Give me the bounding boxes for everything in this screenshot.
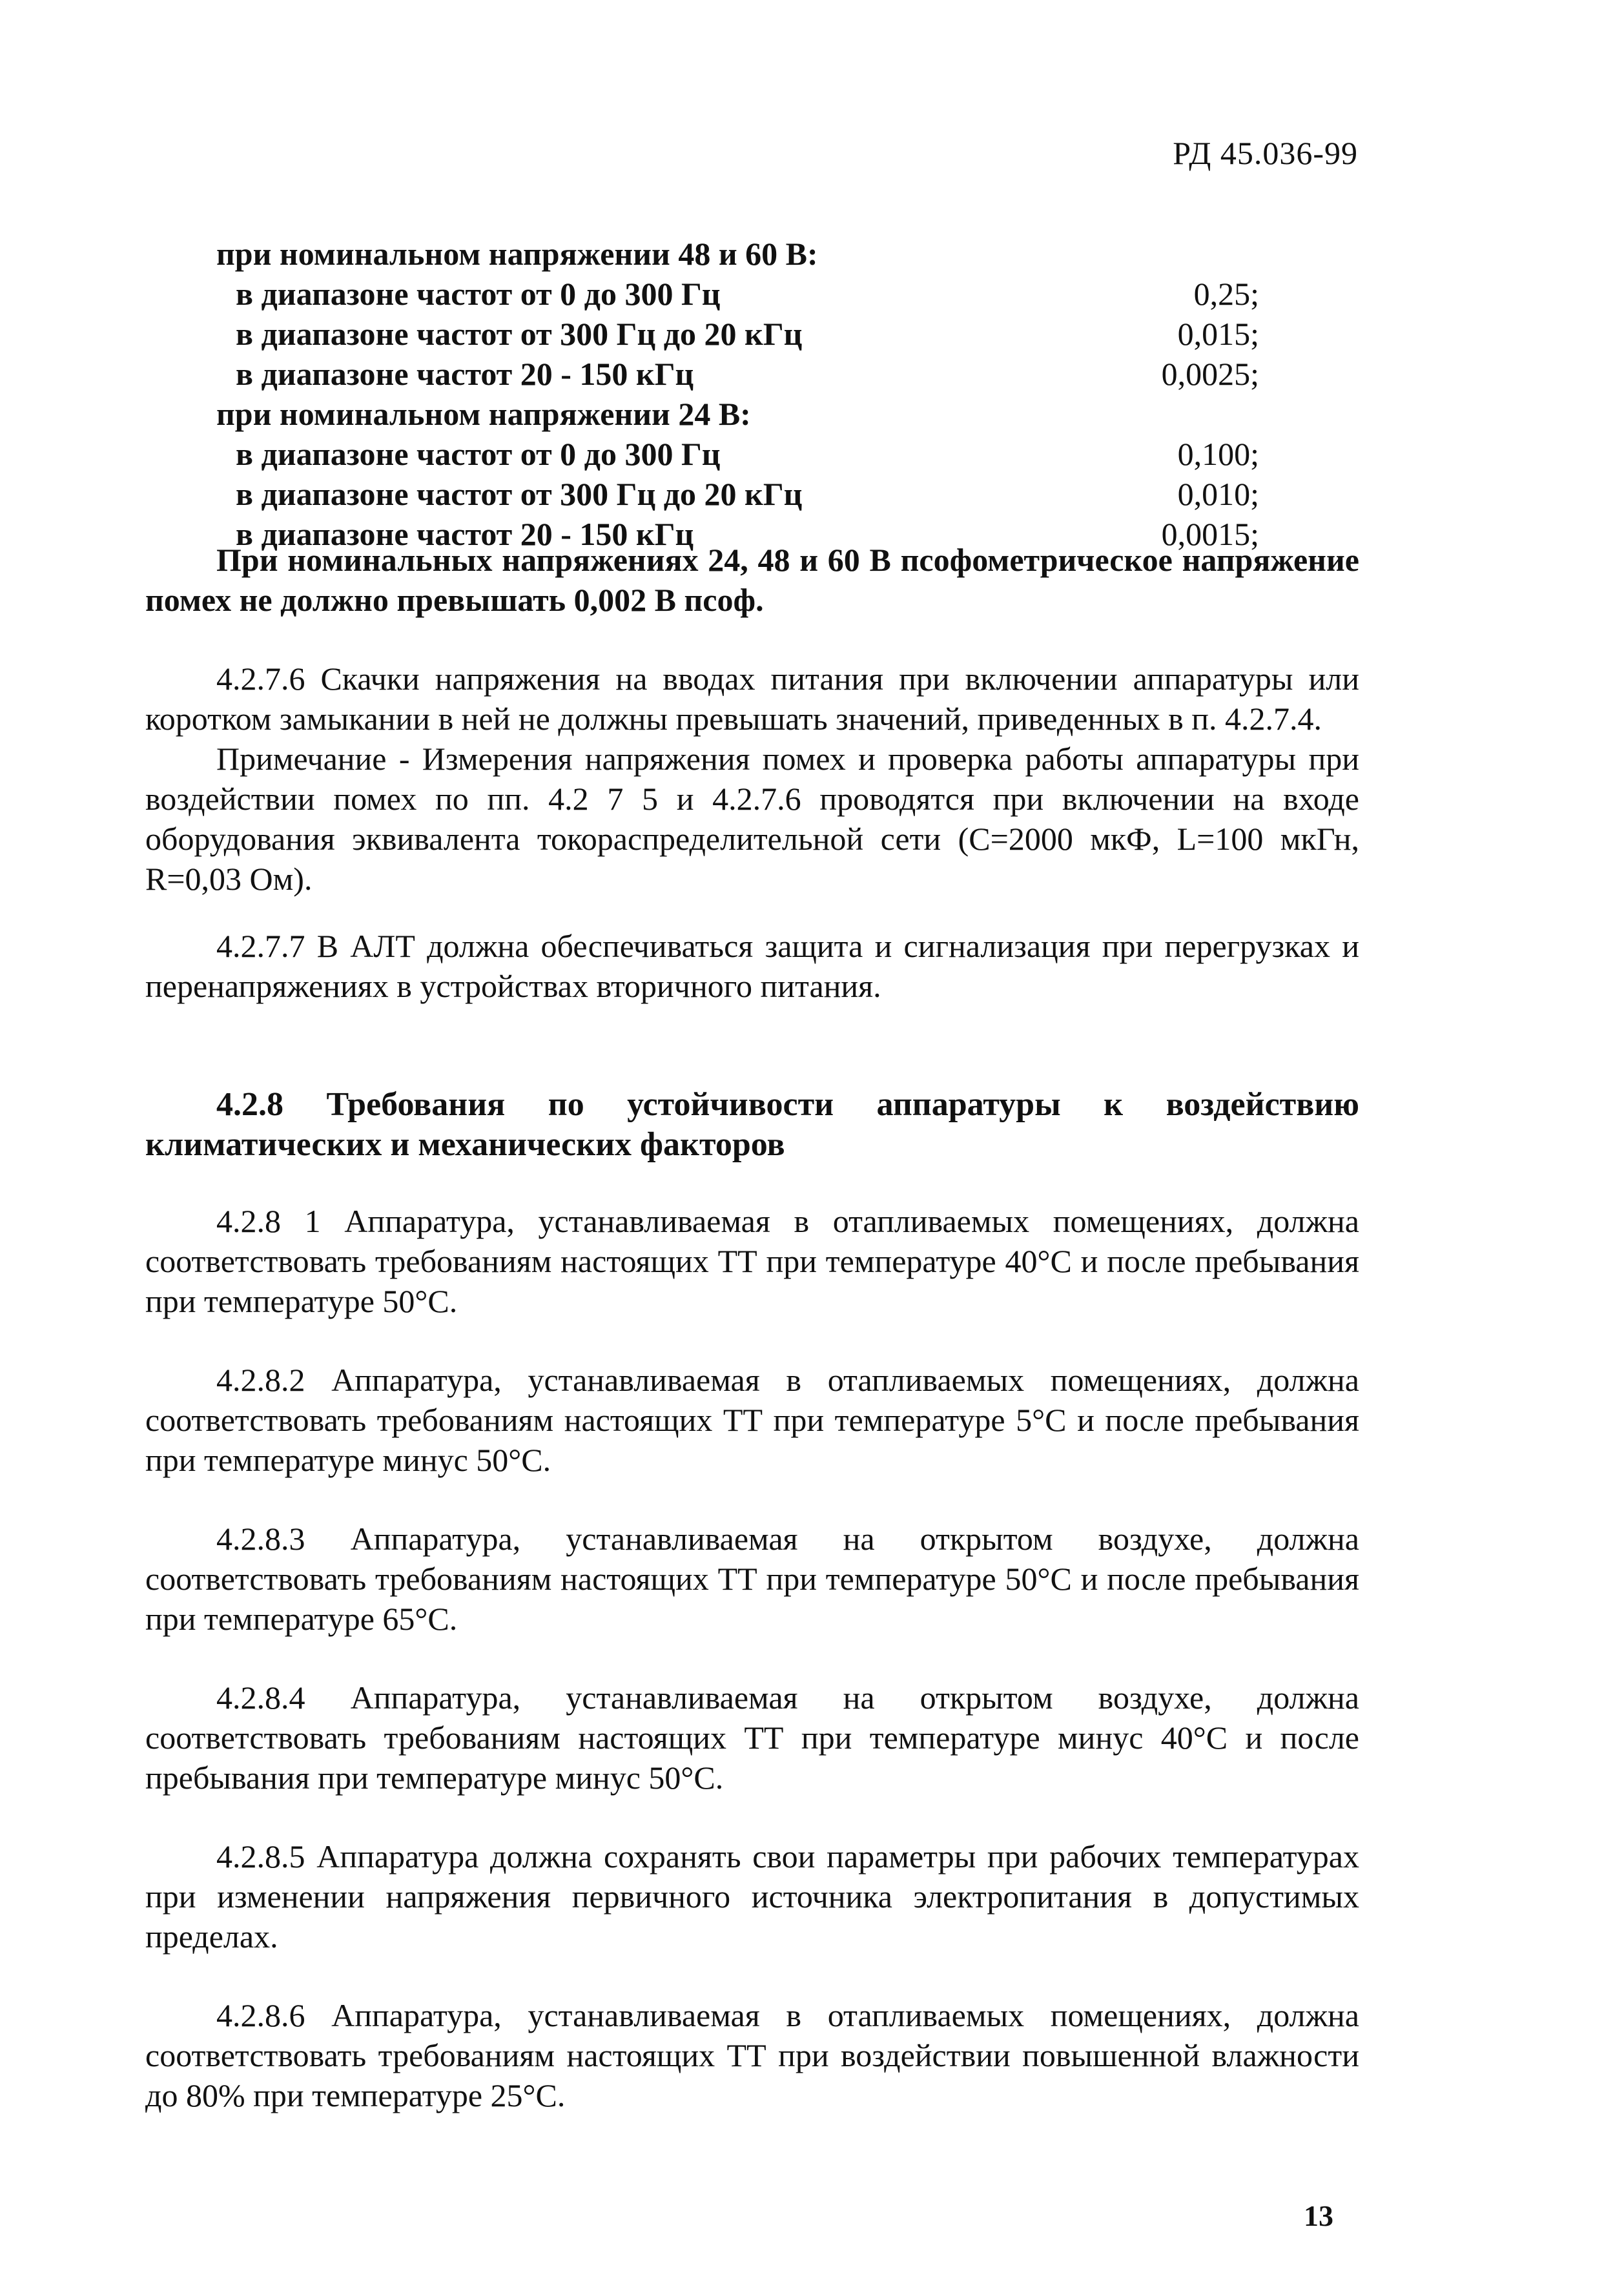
note-4-2-7-6: Примечание - Измерения напряжения помех и проверка работы аппаратуры при воздействии помех по пп. 4.2 7 5 и 4.2.7.6 проводятся при включении на входе оборудования эквивалента токораспределительной сети (С=2000 мкФ, L=100 мкГн, R=0,03 Ом). [145, 741, 1359, 897]
psophometric-note: При номинальных напряжениях 24, 48 и 60 В псофометрическое напряжение помех не должно превышать 0,002 В псоф. [145, 542, 1359, 618]
paragraph-4-2-8-1: 4.2.8 1 Аппаратура, устанавливаемая в отапливаемых помещениях, должна соответствовать требованиям настоящих ТТ при температуре 40°С и после пребывания при температуре 50°С. [145, 1203, 1359, 1319]
spec-group-head: при номинальном напряжении 24 В: [216, 396, 751, 432]
spec-row [216, 274, 1259, 314]
paragraph-4-2-8-5: 4.2.8.5 Аппаратура должна сохранять свои параметры при рабочих температурах при изменении напряжения первичного источника электропитания в допустимых пределах. [145, 1838, 1359, 1955]
spec-row-value: 0,0025; [1161, 356, 1259, 392]
paragraph-4-2-7-7: 4.2.7.7 В АЛТ должна обеспечиваться защита и сигнализация при перегрузках и перенапряжениях в устройствах вторичного питания. [145, 928, 1359, 1004]
spec-row-label: в диапазоне частот от 300 Гц до 20 кГц [236, 316, 803, 352]
spec-row-value: 0,0015; [1161, 516, 1259, 552]
paragraph-4-2-8-6: 4.2.8.6 Аппаратура, устанавливаемая в отапливаемых помещениях, должна соответствовать требованиям настоящих ТТ при воздействии повышенной влажности до 80% при температуре 25°С. [145, 1997, 1359, 2113]
paragraph-4-2-8-3: 4.2.8.3 Аппаратура, устанавливаемая на открытом воздухе, должна соответствовать требованиям настоящих ТТ при температуре 50°С и после пребывания при температуре 65°С. [145, 1521, 1359, 1637]
spec-row-value: 0,015; [1177, 316, 1259, 352]
spec-row-value: 0,100; [1177, 436, 1259, 472]
spec-row [216, 314, 1259, 354]
page-number: 13 [1304, 2199, 1333, 2232]
spec-row-value: 0,010; [1177, 476, 1259, 512]
spec-group-head: при номинальном напряжении 48 и 60 В: [216, 236, 818, 272]
spec-row-label: в диапазоне частот от 0 до 300 Гц [236, 436, 721, 472]
section-title-4-2-8: 4.2.8 Требования по устойчивости аппаратуры к воздействию климатических и механических факторов [145, 1086, 1359, 1163]
spec-row-label: в диапазоне частот от 300 Гц до 20 кГц [236, 476, 803, 512]
spec-row-label: в диапазоне частот от 0 до 300 Гц [236, 276, 721, 312]
spec-row [216, 354, 1259, 394]
spec-row [216, 474, 1259, 514]
voltage-spec-list [216, 234, 1259, 554]
spec-row-value: 0,25; [1193, 276, 1259, 312]
paragraph-4-2-8-4: 4.2.8.4 Аппаратура, устанавливаемая на открытом воздухе, должна соответствовать требованиям настоящих ТТ при температуре минус 40°С и после пребывания при температуре минус 50°С. [145, 1679, 1359, 1796]
spec-row-label: в диапазоне частот 20 - 150 кГц [236, 516, 694, 552]
document-code: РД 45.036-99 [1173, 135, 1358, 171]
paragraph-4-2-7-6: 4.2.7.6 Скачки напряжения на вводах питания при включении аппаратуры или коротком замыкании в ней не должны превышать значений, приведенных в п. 4.2.7.4. [145, 661, 1359, 737]
paragraph-4-2-8-2: 4.2.8.2 Аппаратура, устанавливаемая в отапливаемых помещениях, должна соответствовать требованиям настоящих ТТ при температуре 5°С и после пребывания при температуре минус 50°С. [145, 1362, 1359, 1478]
spec-row [216, 434, 1259, 474]
spec-row-label: в диапазоне частот 20 - 150 кГц [236, 356, 694, 392]
